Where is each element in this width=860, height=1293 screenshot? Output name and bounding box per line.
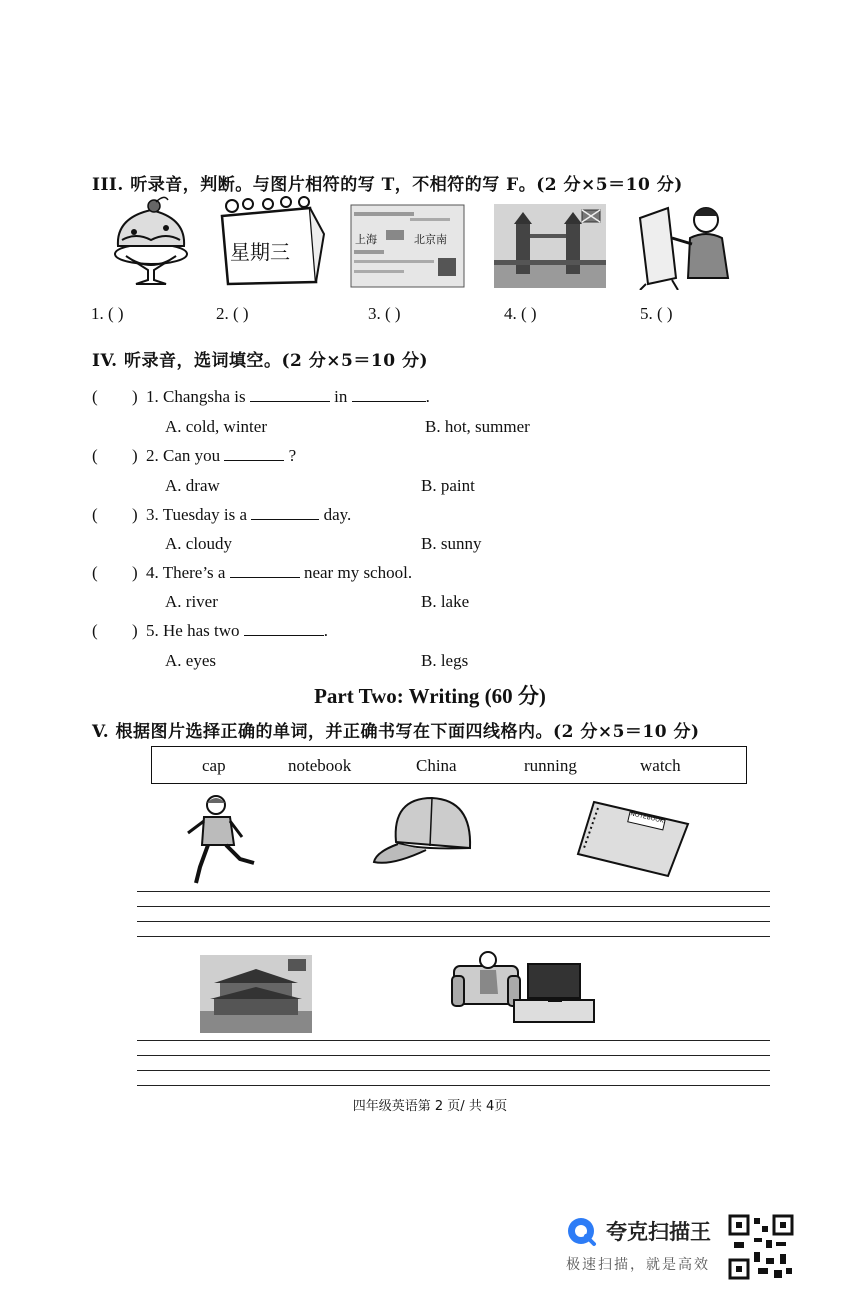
option-a: A. eyes	[165, 651, 216, 670]
fill-blank[interactable]	[244, 621, 324, 636]
question-4-end: near my school.	[303, 563, 413, 582]
watermark-slogan: 极速扫描，就是高效	[566, 1257, 710, 1273]
option-b: B. lake	[421, 592, 470, 611]
question-3-stem: 3. Tuesday is a	[146, 505, 248, 524]
fill-blank[interactable]	[251, 505, 319, 520]
question-paren-open[interactable]: (	[92, 621, 98, 640]
ice-cream-picture	[106, 196, 196, 288]
question-paren-open[interactable]: (	[92, 446, 98, 465]
word-china: China	[416, 756, 457, 775]
option-a: A. cold, winter	[165, 417, 267, 436]
four-line-grid-1[interactable]	[137, 891, 770, 939]
question-4	[146, 563, 412, 583]
notebook-picture	[576, 796, 690, 878]
part-two-title: Part Two: Writing (60 分)	[314, 684, 546, 708]
option-a: A. river	[165, 592, 218, 611]
boy-painting-picture	[632, 198, 734, 290]
answer-slot-1[interactable]: 1. ( )	[91, 304, 124, 323]
cap-picture	[372, 792, 474, 872]
watermark-name: 夸克扫描王	[606, 1220, 711, 1244]
question-5	[146, 621, 328, 641]
question-1-mid: in	[334, 387, 348, 406]
answer-slot-3[interactable]: 3. ( )	[368, 304, 401, 323]
option-a: A. cloudy	[165, 534, 233, 553]
question-paren-close: )	[132, 505, 138, 524]
page-footer: 四年级英语第 2 页/ 共 4页	[352, 1099, 508, 1114]
section-5-title: V. 根据图片选择正确的单词，并正确书写在下面四线格内。(2 分×5＝10 分)	[92, 722, 700, 742]
word-bank	[151, 746, 747, 784]
question-paren-close: )	[132, 387, 138, 406]
question-3-end: day.	[323, 505, 352, 524]
quark-logo-icon	[566, 1216, 598, 1248]
fill-blank[interactable]	[250, 387, 330, 402]
question-5-end: .	[323, 621, 328, 640]
ticket-from: 上海	[355, 233, 377, 246]
option-b: B. paint	[421, 476, 475, 495]
question-3	[146, 505, 351, 525]
section-3-title: III. 听录音，判断。与图片相符的写 T，不相符的写 F。(2 分×5＝10 分)	[92, 175, 683, 195]
question-paren-open[interactable]: (	[92, 505, 98, 524]
answer-slot-2[interactable]: 2. ( )	[216, 304, 249, 323]
option-b: B. sunny	[421, 534, 482, 553]
question-1	[146, 387, 430, 407]
option-b: B. legs	[421, 651, 469, 670]
question-1-stem: 1. Changsha is	[146, 387, 246, 406]
question-2-stem: 2. Can you	[146, 446, 221, 465]
question-paren-close: )	[132, 621, 138, 640]
answer-slot-5[interactable]: 5. ( )	[640, 304, 673, 323]
calendar-weekday-text: 星期三	[230, 240, 290, 264]
word-running: running	[524, 756, 577, 775]
ticket-to: 北京南	[414, 233, 447, 246]
question-1-end: .	[425, 387, 430, 406]
word-watch: watch	[640, 756, 681, 775]
question-4-stem: 4. There’s a	[146, 563, 226, 582]
question-paren-close: )	[132, 563, 138, 582]
question-paren-open[interactable]: (	[92, 563, 98, 582]
answer-slot-4[interactable]: 4. ( )	[504, 304, 537, 323]
tower-bridge-picture	[494, 204, 606, 288]
tiananmen-picture	[200, 955, 312, 1033]
running-boy-picture	[182, 793, 262, 887]
question-paren-close: )	[132, 446, 138, 465]
question-paren-open[interactable]: (	[92, 387, 98, 406]
question-2-end: ?	[288, 446, 297, 465]
word-cap: cap	[202, 756, 226, 775]
option-b: B. hot, summer	[425, 417, 530, 436]
notebook-label: NOTEBOOK	[629, 810, 665, 825]
question-5-stem: 5. He has two	[146, 621, 240, 640]
fill-blank[interactable]	[224, 446, 284, 461]
fill-blank[interactable]	[230, 563, 300, 578]
watching-tv-picture	[450, 946, 596, 1032]
four-line-grid-2[interactable]	[137, 1040, 770, 1088]
section-4-title: IV. 听录音，选词填空。(2 分×5＝10 分)	[92, 351, 428, 371]
option-a: A. draw	[165, 476, 220, 495]
fill-blank[interactable]	[352, 387, 426, 402]
question-2	[146, 446, 296, 466]
word-notebook: notebook	[288, 756, 352, 775]
qr-code-icon	[728, 1214, 794, 1280]
